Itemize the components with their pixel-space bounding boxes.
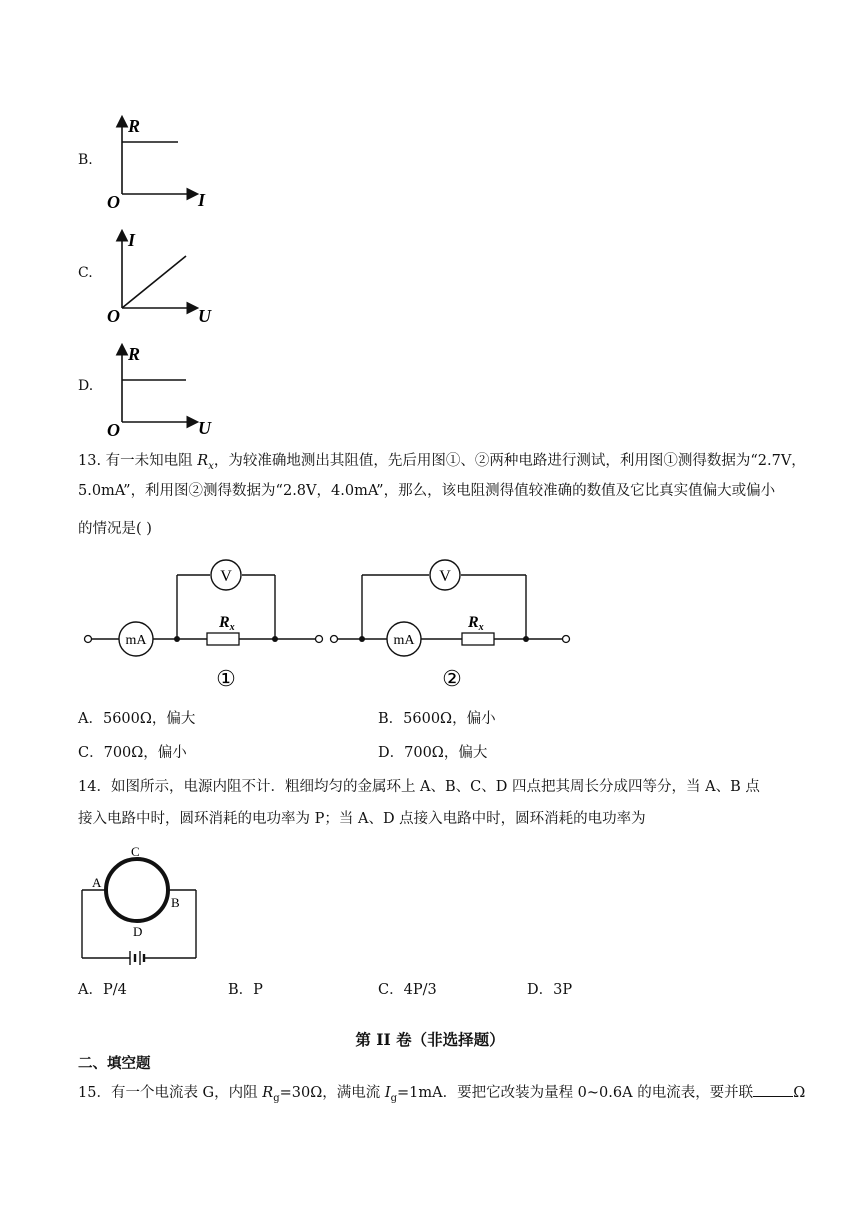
graph-d-origin: O [107,420,120,440]
ring-point-a: A [92,875,102,890]
resistor-1-label: Rx [219,614,235,633]
graph-b-origin: O [107,192,120,212]
q13-option-b[interactable]: B．5600Ω，偏小 [378,711,496,727]
circuit-1-caption: ① [216,666,236,691]
q13-circuit-diagram [78,553,578,693]
graph-d-x-label: U [198,418,211,438]
q14-ring-circuit [78,840,218,968]
graph-r-vs-i [100,112,220,212]
q13-line3: 的情况是( ) [78,521,152,537]
q13-line2: 5.0mA”，利用图②测得数据为“2.8V，4.0mA”，那么，该电阻测得值较准确的数值及它比真实值偏大或偏小 [78,483,776,499]
graph-r-vs-u [100,340,220,440]
q15-line1: 15．有一个电流表 G，内阻 $R_g=30\Omega$，满电流 $I_g=1mA$．要把它改装为量程 0~0.6A 的电流表，要并联 Ω [78,1078,805,1114]
graph-c-origin: O [107,306,120,326]
resistor-2-label: Rx [468,614,484,633]
circuit-2-caption: ② [442,666,462,691]
ring-point-b: B [171,895,180,910]
graph-c-x-label: U [198,306,211,326]
q14-option-b[interactable]: B．P [228,982,263,998]
q14-option-d[interactable]: D．3P [527,982,573,998]
voltmeter-2-label: V [439,568,451,585]
q14-line2: 接入电路中时，圆环消耗的电功率为 P；当 A、D 点接入电路中时，圆环消耗的电功率为 [78,811,646,827]
graph-b-x-label: I [198,190,206,210]
q13-option-d[interactable]: D．700Ω，偏大 [378,745,488,761]
option-c-label: C. [78,265,93,281]
ammeter-2-label: mA [393,633,415,648]
section-subtitle: 二、填空题 [78,1055,151,1072]
option-b-label: B. [78,152,93,168]
q14-line1: 14．如图所示，电源内阻不计．粗细均匀的金属环上 A、B、C、D 四点把其周长分成四等分，当 A、B 点 [78,779,760,795]
section-title: 第 II 卷（非选择题） [355,1030,505,1049]
q13-option-a[interactable]: A．5600Ω，偏大 [78,711,196,727]
ring-point-d: D [133,924,143,939]
ring-point-c: C [131,844,140,859]
graph-b-y-label: R [128,116,141,136]
ammeter-1-label: mA [125,633,147,648]
option-d-label: D. [78,378,94,394]
graph-d-y-label: R [128,344,141,364]
q15-answer-blank[interactable] [753,1082,793,1097]
voltmeter-1-label: V [220,568,232,585]
q14-option-a[interactable]: A．P/4 [78,982,127,998]
graph-c-y-label: I [128,230,136,250]
q13-option-c[interactable]: C．700Ω，偏小 [78,745,187,761]
graph-i-vs-u [100,226,220,326]
q14-option-c[interactable]: C．4P/3 [378,982,437,998]
q13-line1: 13. 有一未知电阻 $R_x$，为较准确地测出其阻值，先后用图①、②两种电路进行测试，利用图①测得数据为“2.7V， [78,453,806,472]
